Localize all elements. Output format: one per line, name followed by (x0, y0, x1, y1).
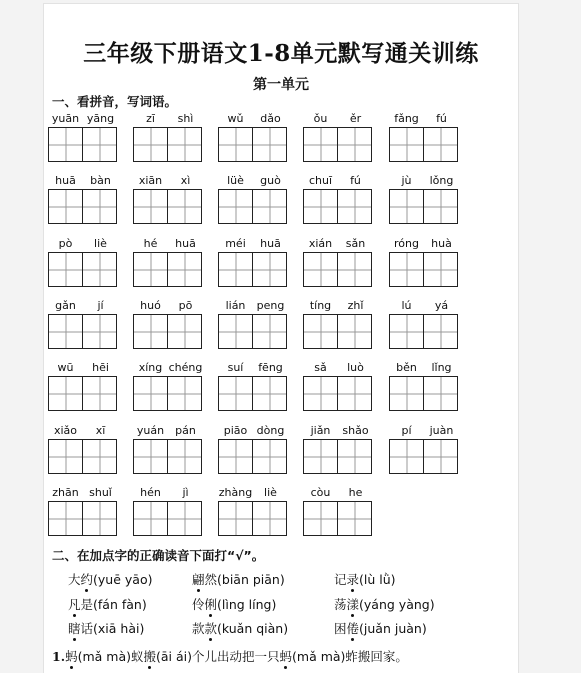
writing-boxes (303, 439, 372, 475)
pinyin-syllable: pō (178, 299, 193, 312)
writing-boxes (218, 189, 287, 225)
pinyin-syllable: hēi (92, 361, 109, 374)
writing-boxes (389, 439, 458, 475)
writing-boxes (303, 376, 372, 412)
choice-item (68, 595, 147, 613)
writing-cell[interactable] (303, 439, 338, 474)
choice-item (334, 619, 427, 637)
pinyin-syllable: yāng (86, 112, 115, 125)
writing-cell[interactable] (424, 189, 458, 224)
writing-cell[interactable] (389, 439, 424, 474)
pinyin-syllable: yá (434, 299, 449, 312)
pinyin-syllable: xíng (138, 361, 163, 374)
pinyin-syllable: lǒng (429, 174, 454, 187)
writing-boxes (48, 189, 117, 225)
writing-boxes (303, 252, 372, 288)
writing-cell[interactable] (389, 314, 424, 349)
writing-cell[interactable] (424, 252, 458, 287)
pinyin-item (218, 174, 288, 226)
choice-readings[interactable]: (yáng yàng) (359, 597, 435, 612)
pinyin-syllable: ǒu (313, 112, 328, 125)
writing-cell[interactable] (168, 252, 202, 287)
choice-char: 伶 (192, 597, 205, 612)
writing-cell[interactable] (253, 189, 287, 224)
writing-cell[interactable] (424, 439, 458, 474)
writing-cell[interactable] (338, 314, 372, 349)
writing-cell[interactable] (133, 252, 168, 287)
pinyin-syllable: jì (182, 486, 189, 499)
question-1-dotted-char: 蚂 (279, 649, 293, 664)
choice-readings[interactable]: 是(fán fàn) (80, 597, 147, 612)
writing-cell[interactable] (48, 189, 83, 224)
pinyin-syllable: pán (175, 424, 196, 437)
writing-boxes (133, 501, 202, 537)
writing-cell[interactable] (83, 127, 117, 162)
pinyin-item (303, 361, 373, 413)
pinyin-syllable: sǎn (345, 237, 366, 250)
writing-cell[interactable] (48, 376, 83, 411)
dotted-char: 约 (80, 572, 94, 587)
pinyin-syllable: jiǎn (310, 424, 331, 437)
pinyin-syllable: fú (436, 112, 447, 125)
writing-boxes (133, 252, 202, 288)
question-1-dotted-char: 搬 (143, 649, 157, 664)
writing-boxes (218, 439, 287, 475)
choice-char: 记 (334, 572, 347, 587)
writing-cell[interactable] (133, 439, 168, 474)
writing-boxes (218, 252, 287, 288)
writing-boxes (303, 127, 372, 163)
pinyin-syllable: yuán (136, 424, 165, 437)
writing-cell[interactable] (218, 127, 253, 162)
dotted-char: 俐 (204, 597, 218, 612)
choice-readings[interactable]: (kuǎn qiàn) (217, 621, 289, 636)
choice-readings[interactable]: (lù lǜ) (359, 572, 396, 587)
pinyin-item (389, 361, 459, 413)
writing-cell[interactable] (83, 439, 117, 474)
pinyin-item (218, 112, 288, 164)
pinyin-syllable: jù (401, 174, 412, 187)
choice-item (192, 570, 285, 588)
writing-cell[interactable] (168, 439, 202, 474)
pinyin-syllable: juàn (429, 424, 454, 437)
writing-cell[interactable] (338, 252, 372, 287)
writing-boxes (48, 501, 117, 537)
pinyin-syllable: ěr (349, 112, 362, 125)
pinyin-item (48, 424, 118, 476)
writing-boxes (389, 252, 458, 288)
pinyin-syllable: huā (260, 237, 281, 250)
pinyin-item (218, 299, 288, 351)
pinyin-syllable: shì (177, 112, 194, 125)
writing-cell[interactable] (133, 127, 168, 162)
pinyin-item (389, 237, 459, 289)
writing-cell[interactable] (83, 314, 117, 349)
dotted-char: 瞎 (68, 621, 81, 636)
pinyin-syllable: zhān (52, 486, 79, 499)
pinyin-syllable: běn (396, 361, 417, 374)
writing-cell[interactable] (218, 252, 253, 287)
pinyin-item (389, 424, 459, 476)
pinyin-syllable: zhàng (218, 486, 253, 499)
pinyin-syllable: wū (57, 361, 74, 374)
writing-boxes (133, 314, 202, 350)
pinyin-syllable: jí (97, 299, 104, 312)
pinyin-item (48, 174, 118, 226)
writing-boxes (389, 189, 458, 225)
writing-cell[interactable] (83, 252, 117, 287)
pinyin-syllable: chuī (308, 174, 333, 187)
pinyin-syllable: hé (143, 237, 158, 250)
pinyin-syllable: xì (180, 174, 191, 187)
pinyin-syllable: xī (95, 424, 106, 437)
pinyin-syllable: suí (227, 361, 244, 374)
pinyin-item (303, 299, 373, 351)
choice-char: 款 (192, 621, 205, 636)
pinyin-item (133, 174, 203, 226)
writing-boxes (303, 189, 372, 225)
writing-cell[interactable] (133, 376, 168, 411)
writing-cell[interactable] (389, 127, 424, 162)
pinyin-item (218, 486, 288, 538)
writing-boxes (133, 127, 202, 163)
writing-cell[interactable] (218, 439, 253, 474)
writing-cell[interactable] (48, 439, 83, 474)
pinyin-item (48, 112, 118, 164)
pinyin-syllable: dòng (256, 424, 285, 437)
choice-item (192, 619, 288, 637)
pinyin-syllable: huā (175, 237, 196, 250)
pinyin-item (218, 361, 288, 413)
dotted-char: 倦 (346, 621, 360, 636)
writing-cell[interactable] (338, 501, 372, 536)
choice-item (334, 595, 435, 613)
pinyin-syllable: guò (260, 174, 281, 187)
writing-cell[interactable] (338, 439, 372, 474)
choice-char: 荡 (334, 597, 347, 612)
pinyin-item (218, 237, 288, 289)
writing-cell[interactable] (168, 501, 202, 536)
writing-cell[interactable] (303, 127, 338, 162)
writing-cell[interactable] (218, 189, 253, 224)
writing-boxes (48, 314, 117, 350)
writing-cell[interactable] (133, 314, 168, 349)
pinyin-syllable: luò (347, 361, 364, 374)
pinyin-syllable: peng (256, 299, 285, 312)
pinyin-syllable: dǎo (260, 112, 281, 125)
choice-readings[interactable]: (yuē yāo) (93, 572, 153, 587)
writing-cell[interactable] (83, 189, 117, 224)
pinyin-item (389, 299, 459, 351)
writing-cell[interactable] (168, 376, 202, 411)
pinyin-item (48, 361, 118, 413)
writing-cell[interactable] (48, 501, 83, 536)
pinyin-syllable: pò (58, 237, 73, 250)
pinyin-syllable: fú (350, 174, 361, 187)
writing-boxes (389, 376, 458, 412)
pinyin-syllable: lǐng (431, 361, 452, 374)
pinyin-syllable: méi (225, 237, 246, 250)
writing-cell[interactable] (253, 127, 287, 162)
pinyin-item (303, 174, 373, 226)
choice-readings[interactable]: (juǎn juàn) (359, 621, 427, 636)
writing-cell[interactable] (303, 189, 338, 224)
pinyin-syllable: bàn (90, 174, 111, 187)
worksheet-page (44, 4, 518, 673)
dotted-char: 款 (204, 621, 218, 636)
writing-boxes (48, 439, 117, 475)
choice-readings[interactable]: 话(xiā hài) (80, 621, 145, 636)
writing-boxes (133, 189, 202, 225)
writing-cell[interactable] (48, 252, 83, 287)
pinyin-syllable: fǎng (394, 112, 419, 125)
pinyin-item (133, 486, 203, 538)
choice-item (192, 595, 276, 613)
writing-cell[interactable] (133, 501, 168, 536)
pinyin-syllable: he (348, 486, 363, 499)
pinyin-item (303, 486, 373, 538)
choice-item (68, 570, 152, 588)
section-1-heading: 一、看拼音，写词语。 (52, 94, 178, 109)
writing-cell[interactable] (218, 376, 253, 411)
pinyin-syllable: wǔ (227, 112, 244, 125)
writing-cell[interactable] (338, 376, 372, 411)
question-1-text: (mǎ mà)蚱搬回家。 (292, 649, 408, 664)
writing-cell[interactable] (424, 376, 458, 411)
pinyin-syllable: liè (264, 486, 277, 499)
pinyin-item (133, 112, 203, 164)
dotted-char: 凡 (68, 597, 81, 612)
pinyin-syllable: pí (401, 424, 412, 437)
writing-cell[interactable] (168, 189, 202, 224)
choice-readings[interactable]: (lìng líng) (217, 597, 277, 612)
pinyin-syllable: lú (401, 299, 412, 312)
pinyin-syllable: tíng (309, 299, 332, 312)
pinyin-syllable: zhǐ (347, 299, 364, 312)
pinyin-item (303, 237, 373, 289)
writing-cell[interactable] (168, 127, 202, 162)
writing-cell[interactable] (338, 189, 372, 224)
unit-heading: 第一单元 (253, 77, 309, 93)
writing-cell[interactable] (303, 252, 338, 287)
writing-cell[interactable] (218, 501, 253, 536)
choice-char: 大 (68, 572, 81, 587)
writing-cell[interactable] (83, 376, 117, 411)
pinyin-item (303, 424, 373, 476)
writing-boxes (48, 252, 117, 288)
writing-cell[interactable] (303, 501, 338, 536)
dotted-char: 录 (346, 572, 360, 587)
writing-boxes (218, 501, 287, 537)
pinyin-syllable: còu (310, 486, 331, 499)
writing-boxes (218, 127, 287, 163)
pinyin-syllable: shuǐ (89, 486, 112, 499)
pinyin-syllable: lián (225, 299, 246, 312)
writing-boxes (133, 439, 202, 475)
pinyin-item (133, 237, 203, 289)
pinyin-item (133, 424, 203, 476)
question-1-text: 蚂(mǎ mà) (65, 649, 131, 664)
pinyin-syllable: huā (55, 174, 76, 187)
writing-boxes (218, 376, 287, 412)
writing-cell[interactable] (303, 376, 338, 411)
question-1-number: 1. (52, 649, 66, 664)
pinyin-item (303, 112, 373, 164)
writing-cell[interactable] (389, 252, 424, 287)
pinyin-syllable: xián (308, 237, 333, 250)
pinyin-item (48, 237, 118, 289)
pinyin-syllable: yuān (51, 112, 80, 125)
pinyin-syllable: huó (140, 299, 161, 312)
pinyin-item (218, 424, 288, 476)
writing-boxes (48, 127, 117, 163)
writing-cell[interactable] (83, 501, 117, 536)
pinyin-item (48, 486, 118, 538)
writing-cell[interactable] (133, 189, 168, 224)
pinyin-syllable: liè (94, 237, 107, 250)
writing-boxes (389, 314, 458, 350)
pinyin-item (133, 299, 203, 351)
writing-cell[interactable] (218, 314, 253, 349)
pinyin-syllable: piāo (223, 424, 248, 437)
writing-cell[interactable] (253, 439, 287, 474)
pinyin-syllable: shǎo (342, 424, 369, 437)
writing-cell[interactable] (253, 314, 287, 349)
pinyin-item (133, 361, 203, 413)
pinyin-item (48, 299, 118, 351)
writing-cell[interactable] (424, 127, 458, 162)
writing-cell[interactable] (48, 127, 83, 162)
dotted-char: 漾 (346, 597, 360, 612)
writing-boxes (218, 314, 287, 350)
pinyin-syllable: sǎ (314, 361, 327, 374)
writing-cell[interactable] (338, 127, 372, 162)
choice-readings[interactable]: 然(biān piān) (204, 572, 285, 587)
choice-char: 困 (334, 621, 347, 636)
dotted-char: 翩 (192, 572, 205, 587)
pinyin-syllable: fēng (258, 361, 283, 374)
writing-cell[interactable] (389, 376, 424, 411)
pinyin-syllable: lüè (227, 174, 244, 187)
writing-boxes (133, 376, 202, 412)
writing-cell[interactable] (48, 314, 83, 349)
pinyin-syllable: zī (146, 112, 155, 125)
pinyin-syllable: xiān (138, 174, 163, 187)
pinyin-syllable: huà (431, 237, 452, 250)
question-1 (52, 647, 408, 665)
writing-boxes (303, 314, 372, 350)
writing-boxes (48, 376, 117, 412)
pinyin-syllable: róng (394, 237, 419, 250)
section-2-heading: 二、在加点字的正确读音下面打“√”。 (52, 548, 265, 563)
writing-cell[interactable] (253, 376, 287, 411)
worksheet-title: 三年级下册语文1-8单元默写通关训练 (83, 40, 479, 67)
writing-cell[interactable] (303, 314, 338, 349)
writing-cell[interactable] (389, 189, 424, 224)
pinyin-syllable: gǎn (55, 299, 76, 312)
choice-item (334, 570, 396, 588)
pinyin-item (389, 174, 459, 226)
writing-cell[interactable] (253, 252, 287, 287)
pinyin-item (389, 112, 459, 164)
writing-boxes (303, 501, 372, 537)
writing-cell[interactable] (424, 314, 458, 349)
writing-boxes (389, 127, 458, 163)
question-1-text: (āi ái)个儿出动把一只 (156, 649, 280, 664)
pinyin-syllable: hén (140, 486, 161, 499)
choice-item (68, 619, 144, 637)
question-1-text: 蚁 (130, 649, 144, 664)
pinyin-syllable: chéng (168, 361, 203, 374)
writing-cell[interactable] (168, 314, 202, 349)
writing-cell[interactable] (253, 501, 287, 536)
pinyin-syllable: xiǎo (53, 424, 78, 437)
